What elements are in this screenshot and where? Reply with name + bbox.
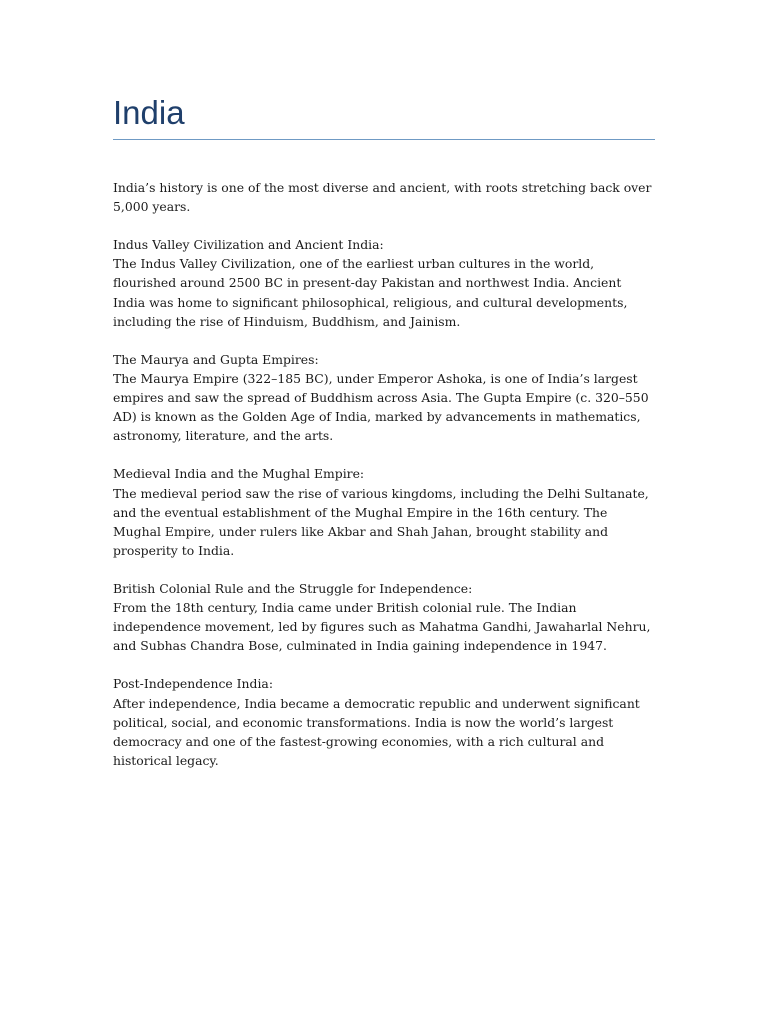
document-title: India [113,94,185,131]
section-heading: Post-Independence India: [113,676,273,692]
section-indus-valley [113,235,655,330]
intro-paragraph: India’s history is one of the most diverse and ancient, with roots stretching back over 5,000 years. [113,180,652,215]
section-text: From the 18th century, India came under British colonial rule. The Indian independence movement, led by figures such as Mahatma Gandhi, Jawaharlal Nehru, and Subhas Chandra Bose, culminated in India gaining independence in 1947. [113,600,651,654]
section-post-independence [113,674,655,769]
document-page [113,92,655,789]
section-text: After independence, India became a democratic republic and underwent significant political, social, and economic transformations. India is now the world’s largest democracy and one of the fastest-growing economies, with a rich cultural and historical legacy. [113,695,640,768]
section-medieval-mughal [113,464,655,559]
section-heading: The Maurya and Gupta Empires: [113,351,319,367]
title-underline-rule [113,139,655,140]
section-maurya-gupta [113,350,655,445]
section-text: The Indus Valley Civilization, one of the earliest urban cultures in the world, flourished around 2500 BC in present-day Pakistan and northwest India. Ancient India was home to significant philosophical, religious, and cultural developments, including the rise of Hinduism, Buddhism, and Jainism. [113,256,628,329]
document-body [113,178,655,770]
section-heading: Indus Valley Civilization and Ancient India: [113,237,384,253]
section-heading: Medieval India and the Mughal Empire: [113,466,365,482]
section-text: The Maurya Empire (322–185 BC), under Emperor Ashoka, is one of India’s largest empires and saw the spread of Buddhism across Asia. The Gupta Empire (c. 320–550 AD) is known as the Golden Age of India, marked by advancements in mathematics, astronomy, literature, and the arts. [113,370,649,444]
section-british-colonial [113,579,655,655]
section-heading: British Colonial Rule and the Struggle for Independence: [113,580,473,596]
section-text: The medieval period saw the rise of various kingdoms, including the Delhi Sultanate, and the eventual establishment of the Mughal Empire in the 16th century. The Mughal Empire, under rulers like Akbar and Shah Jahan, brought stability and prosperity to India. [113,485,649,558]
